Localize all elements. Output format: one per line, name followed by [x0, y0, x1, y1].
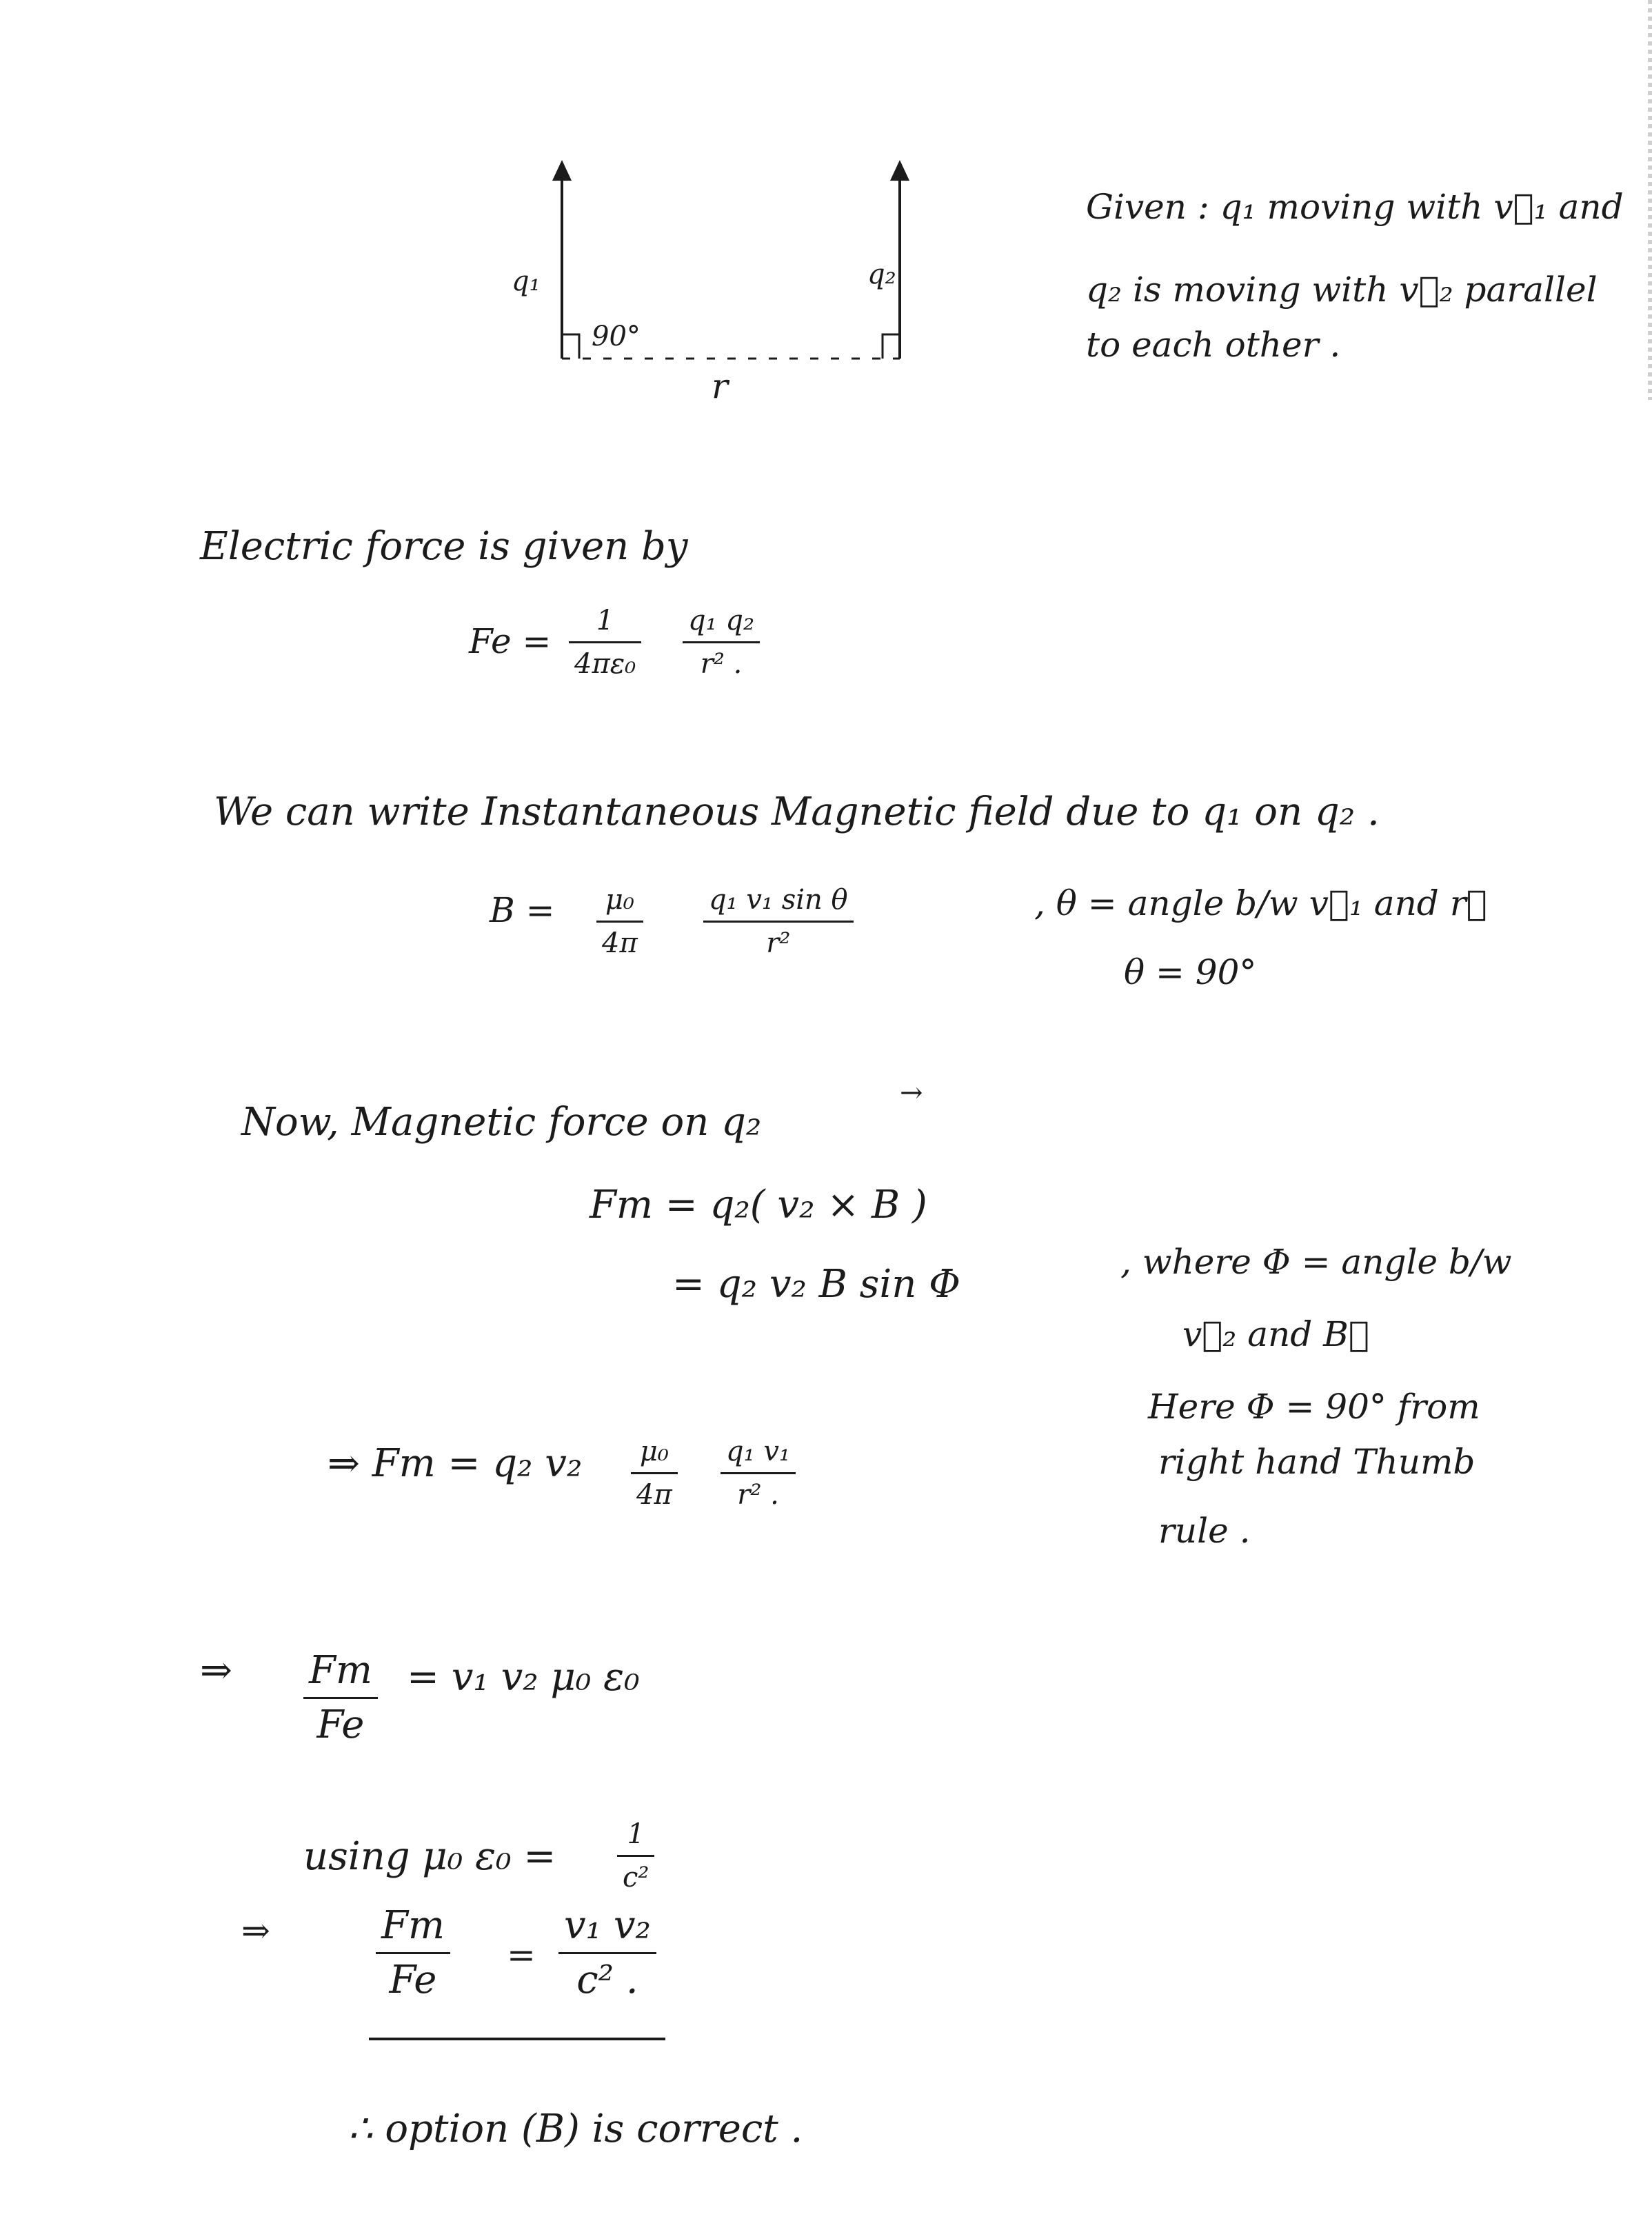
ratio-rhs: = v₁ v₂ μ₀ ε₀ — [407, 1655, 640, 1700]
q2-arrowhead — [890, 160, 909, 181]
mf-coef-den: 4π — [602, 927, 638, 959]
theta-note: , θ = angle b/w v⃗₁ and r⃗ — [1034, 883, 1487, 923]
ratio-num: Fm — [309, 1648, 372, 1693]
conclusion-text: ∴ option (B) is correct . — [348, 2107, 803, 2151]
result-underline — [369, 2038, 665, 2040]
sub-coef-num: μ₀ — [639, 1436, 669, 1467]
substitution-lhs: ⇒ Fm = q₂ v₂ — [328, 1441, 583, 1486]
force-equation-2: = q₂ v₂ B sin Φ — [672, 1262, 961, 1307]
result-lhs-den: Fe — [389, 1958, 437, 2002]
mf-coef-num: μ₀ — [605, 884, 634, 916]
q2-right-angle-mark — [883, 334, 900, 359]
magnetic-field-main-fraction — [703, 886, 854, 957]
sub-frac-num: q₁ v₁ — [726, 1436, 790, 1467]
sub-frac-den: r² . — [737, 1479, 779, 1511]
ratio-implies: ⇒ — [200, 1648, 232, 1693]
given-line-3: to each other . — [1086, 325, 1341, 365]
result-rhs-num: v₁ v₂ — [564, 1903, 651, 1948]
substitution-coefficient-fraction — [631, 1438, 678, 1509]
force-equation-1: Fm = q₂( v₂ × B ) — [590, 1183, 927, 1227]
electric-coefficient-fraction — [569, 607, 641, 678]
result-equals: = — [507, 1935, 536, 1975]
phi-note-3: Here Φ = 90° from — [1148, 1387, 1480, 1427]
angle-label: 90° — [592, 321, 641, 352]
phi-note-1: , where Φ = angle b/w — [1120, 1242, 1512, 1282]
electric-main-fraction — [683, 607, 760, 678]
electric-coef-den: 4πε₀ — [574, 648, 636, 680]
magnetic-field-coefficient-fraction — [596, 886, 643, 957]
electric-heading: Electric force is given by — [200, 524, 688, 569]
result-lhs-num: Fm — [381, 1903, 445, 1948]
electric-frac-den: r² . — [700, 648, 743, 680]
magnetic-field-lhs: B = — [490, 890, 555, 930]
using-text: using μ₀ ε₀ = — [303, 1834, 556, 1879]
result-rhs-fraction — [558, 1903, 656, 2002]
ratio-lhs-fraction — [303, 1648, 378, 1747]
sub-coef-den: 4π — [636, 1479, 672, 1511]
given-line-1: Given : q₁ moving with v⃗₁ and — [1086, 187, 1624, 227]
q1-arrowhead — [552, 160, 572, 181]
using-fraction — [617, 1820, 654, 1891]
q2-label: q₂ — [867, 259, 896, 290]
magnetic-field-heading: We can write Instantaneous Magnetic field due to q₁ on q₂ . — [214, 790, 1380, 834]
electric-frac-num: q₁ q₂ — [688, 605, 754, 636]
electric-lhs: Fe = — [469, 621, 552, 661]
ratio-den: Fe — [316, 1702, 365, 1747]
theta-value: θ = 90° — [1124, 952, 1257, 992]
q1-right-angle-mark — [562, 334, 579, 359]
distance-label: r — [712, 366, 728, 406]
result-rhs-den: c² . — [576, 1958, 638, 2002]
substitution-main-fraction — [721, 1438, 796, 1509]
using-num: 1 — [627, 1818, 645, 1850]
phi-note-5: rule . — [1158, 1511, 1251, 1551]
phi-note-2: v⃗₂ and B⃗ — [1182, 1314, 1369, 1354]
vector-arrow-mark: → — [900, 1077, 923, 1109]
result-lhs-fraction — [376, 1903, 450, 2002]
magnetic-force-heading: Now, Magnetic force on q₂ — [241, 1100, 762, 1145]
q1-label: q₁ — [512, 265, 541, 297]
electric-coef-num: 1 — [596, 605, 614, 636]
mf-frac-den: r² — [766, 927, 791, 959]
using-den: c² — [623, 1862, 649, 1893]
result-implies: ⇒ — [241, 1911, 270, 1951]
mf-frac-num: q₁ v₁ sin θ — [709, 884, 848, 916]
phi-note-4: right hand Thumb — [1158, 1442, 1475, 1482]
given-line-2: q₂ is moving with v⃗₂ parallel — [1086, 270, 1598, 310]
